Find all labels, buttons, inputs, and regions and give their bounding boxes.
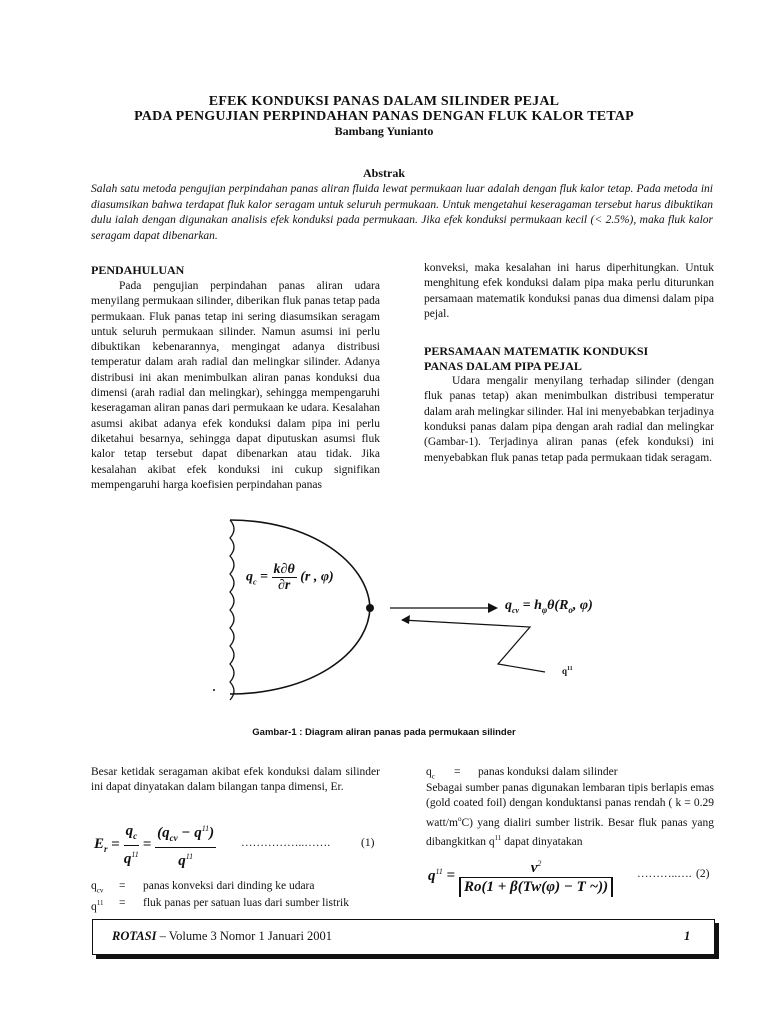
intro-paragraph: Pada pengujian perpindahan panas aliran udara menyilang permukaan silinder, diberikan fluk panas tetap pada permukaan. Fluk panas tetap ini sering diasumsikan seragam untuk seluruh permukaan silinder. Namun asumsi ini perlu dibuktikan kebenarannya, mengingat adanya distribusi temperatur dalam arah radial dan melingkar silinder. Adanya distribusi ini akan menimbulkan aliran panas konduksi dua dimensi (arah radial dan melingkar), sehingga mempengaruhi keseragaman aliran panas dari permukaan ke udara. Kesalahan asumsi akibat adanya efek konduksi dalam pipa ini perlu diketahui besarnya, sehingga dapat diputuskan asumsi fluk kalor tetap tersebut dapat dibenarkan atau tidak. Jika kesalahan akibat efek konduksi ini cukup signifikan mempengaruhi harga koefisien perpindahan panas (91, 280, 380, 491)
formula-qc: $q_c$ = $\frac{k\partial\theta}{\partial r}$ (r , φ) (246, 562, 334, 593)
flux-zigzag (402, 620, 545, 672)
author: Bambang Yunianto (334, 124, 434, 138)
section-heading-line-1: PERSAMAAN MATEMATIK KONDUKSI (424, 344, 649, 359)
left-column (91, 263, 380, 493)
small-dot (213, 689, 215, 691)
eq1-fraction-1: $\frac{q_c}{q^{11}}$ (123, 822, 139, 867)
eq1-fraction-2: $(q_{cv} - q^{11})$ $q^{11}$ (155, 820, 216, 870)
section-heading-line-2: PANAS DALAM PIPA PEJAL (424, 359, 582, 374)
surface-point (366, 604, 374, 612)
paper-title-line-1: EFEK KONDUKSI PANAS DALAM SILINDER PEJAL (208, 94, 560, 109)
definition-q11: $q^{11}$ = fluk panas per satuan luas dari sumber listrik (91, 897, 349, 914)
eq1-leader: ……………..……. (241, 837, 331, 849)
section-heading-persamaan (424, 344, 714, 374)
equation-1: $E_r$ = $\frac{q_c}{q^{11}}$ = $(q_{cv} - q^{11})$ $q^{11}$ (94, 820, 216, 870)
equation-2: $q^{11}$ = $\frac{v^2}{Ro(1 + \beta(Tw(\varphi) - T \sim))}$ (428, 855, 613, 897)
eq1-number: (1) (361, 837, 375, 849)
definitions-left (91, 880, 391, 914)
abstract-text: Salah satu metoda pengujian perpindahan panas aliran fluida lewat permukaan luar adalah dengan fluk kalor tetap. Pada metoda ini diasumsikan bahwa terdapat fluk kalor seragam untuk seluruh permukaan. Untuk mengetahui keseragaman tersebut harus dibuktikan dulu ialah dengan digunakan analisis efek konduksi pada permukaan. Jika efek konduksi permukaan kecil (< 2.5%), maka fluk kalor seragam dapat dibenarkan. (91, 183, 713, 242)
right-column (424, 261, 714, 466)
section-heading-pendahuluan: PENDAHULUAN (91, 263, 185, 277)
bottom-right-paragraph: Sebagai sumber panas digunakan lembaran tipis berlapis emas (gold coated foil) dengan konduktansi panas rendah ( k = 0.29 watt/$m^oC$) yang dialiri sumber listrik. Besar fluk panas yang dibangkitkan $q^{11}$ dapat dinyatakan (426, 782, 714, 848)
wavy-wall (230, 520, 234, 700)
bottom-left-paragraph: Besar ketidak seragaman akibat efek konduksi dalam silinder ini dapat dinyatakan dalam bilangan tanpa dimensi, Er. (91, 766, 380, 794)
definition-qc: $q_c$ = panas konduksi dalam silinder (426, 766, 618, 781)
figure-caption: Gambar-1 : Diagram aliran panas pada permukaan silinder (252, 727, 516, 738)
formula-qcv: $q_{cv} = h_\varphi\theta(R_o$, φ) (505, 598, 593, 615)
footer-page-number: 1 (684, 929, 691, 943)
flux-arrowhead (401, 615, 410, 624)
cylinder-outline (230, 520, 370, 694)
paper-title-line-2: PADA PENGUJIAN PERPINDAHAN PANAS DENGAN FLUK KALOR TETAP (134, 109, 634, 124)
definition-qcv: $q_{cv}$ = panas konveksi dari dinding ke udara (91, 880, 315, 895)
eq2-fraction: $\frac{v^2}{Ro(1 + \beta(Tw(\varphi) - T \sim))}$ (459, 855, 613, 897)
persamaan-paragraph: Udara mengalir menyilang terhadap silinder (dengan fluk panas tetap) akan menimbulkan distribusi temperatur dalam arah melingkar silinder. Hal ini menyebabkan terjadinya konduksi panas dalam pipa dengan arah radial dan melingkar (Gambar-1). Terjadinya aliran panas (efek konduksi) ini menyebabkan fluk panas tetap pada permukaan tidak seragam. (424, 375, 714, 464)
eq2-leader: ………..…. (637, 868, 692, 880)
label-q11: $q^{11}$ (562, 666, 573, 676)
footer-journal: ROTASI – Volume 3 Nomor 1 Januari 2001 (112, 929, 333, 943)
abstract-heading: Abstrak (362, 166, 405, 180)
convection-arrowhead (488, 603, 498, 613)
eq2-number: (2) (696, 868, 710, 880)
eq1-lhs: $E_r$ (94, 836, 108, 854)
intro-continuation: konveksi, maka kesalahan ini harus diperhitungkan. Untuk menghitung efek konduksi dalam pipa maka perlu diturunkan persamaan matematik konduksi panas dua dimensi dalam pipa pejal. (424, 262, 714, 320)
